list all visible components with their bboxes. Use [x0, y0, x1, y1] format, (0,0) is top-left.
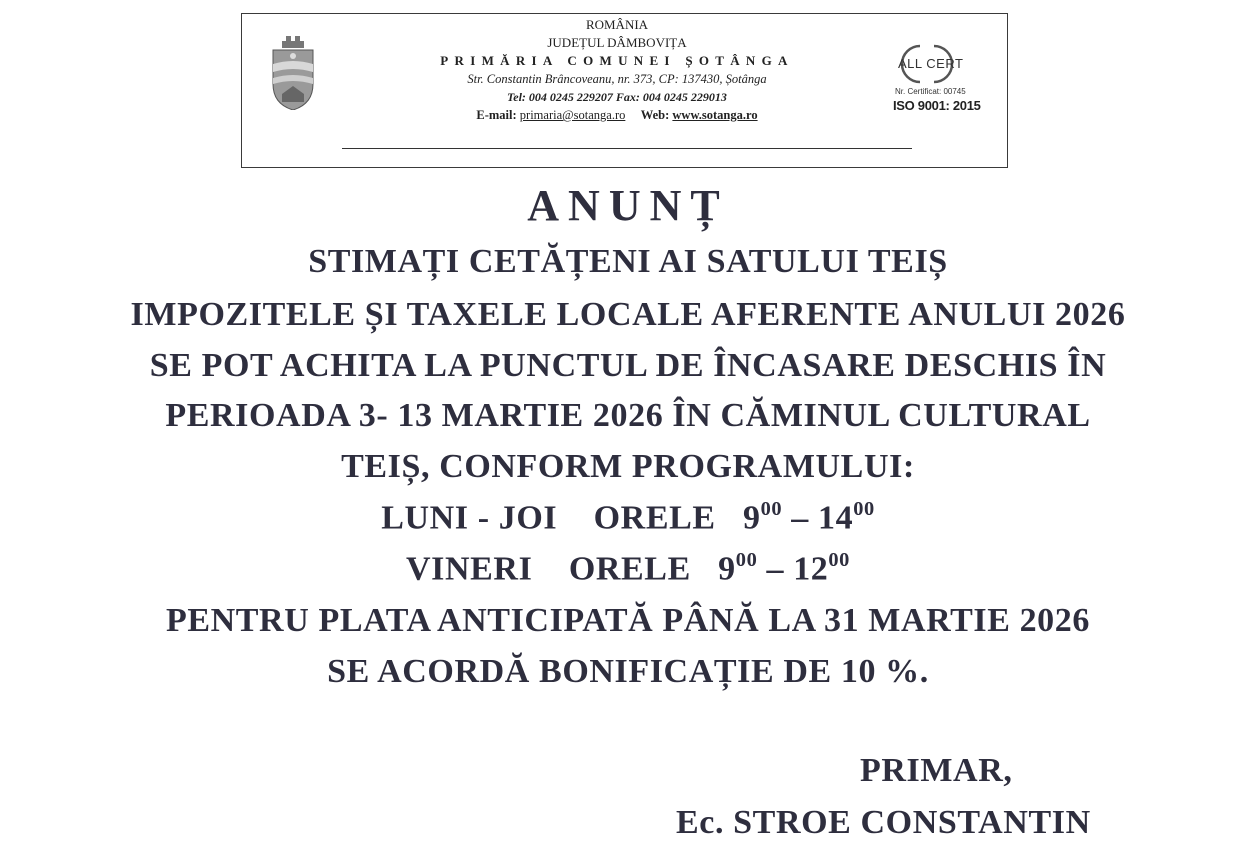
cert-logo-text: ALL CERT	[898, 56, 964, 71]
institution-name: PRIMĂRIA COMUNEI ȘOTÂNGA	[440, 53, 794, 68]
schedule-friday-start-min: 00	[735, 549, 758, 571]
letterhead	[241, 13, 1008, 168]
letterhead-text	[337, 16, 897, 124]
certification-block	[890, 32, 980, 122]
signature-title: PRIMAR,	[860, 752, 1013, 789]
schedule-weekdays-days: LUNI - JOI	[381, 499, 558, 537]
schedule-weekdays-end-min: 00	[853, 498, 875, 520]
web-label: Web:	[640, 108, 670, 122]
schedule-weekdays-label: ORELE	[593, 499, 716, 537]
schedule-friday-label: ORELE	[568, 550, 691, 588]
schedule-weekdays-end: 14	[818, 499, 854, 537]
signature-name: Ec. STROE CONSTANTIN	[676, 804, 1091, 841]
schedule-weekdays-start-min: 00	[760, 498, 783, 520]
cert-iso: ISO 9001: 2015	[893, 98, 981, 113]
county-name: JUDEȚUL DÂMBOVIȚA	[547, 35, 687, 50]
web-link[interactable]: www.sotanga.ro	[672, 108, 758, 122]
schedule-friday-end: 12	[793, 550, 829, 588]
schedule-friday-days: VINERI	[406, 550, 533, 588]
letterhead-divider	[342, 148, 912, 149]
notice-line-9: SE ACORDĂ BONIFICAȚIE DE 10 %.	[327, 653, 929, 690]
schedule-friday: VINERI ORELE $9^{00} - 12^{00}$	[406, 549, 850, 588]
schedule-weekdays-start: 9	[742, 499, 761, 537]
email-link[interactable]: primaria@sotanga.ro	[519, 108, 626, 122]
cert-number: Nr. Certificat: 00745	[895, 87, 966, 96]
address: Str. Constantin Brâncoveanu, nr. 373, CP: 137430, Șotânga	[467, 72, 767, 86]
notice-line-3: SE POT ACHITA LA PUNCTUL DE ÎNCASARE DESCHIS ÎN	[149, 347, 1107, 384]
notice-line-5: TEIȘ, CONFORM PROGRAMULUI:	[341, 448, 915, 485]
notice-title: ANUNȚ	[527, 181, 729, 230]
contact-line	[337, 106, 897, 124]
schedule-weekdays: LUNI - JOI ORELE $9^{00} - 14^{00}$	[381, 498, 875, 537]
notice-line-4: PERIOADA 3- 13 MARTIE 2026 ÎN CĂMINUL CULTURAL	[165, 397, 1091, 434]
coat-of-arms-icon	[270, 36, 316, 110]
phone-fax: Tel: 004 0245 229207 Fax: 004 0245 229013	[507, 90, 727, 104]
email-label: E-mail:	[476, 108, 517, 122]
notice-line-2: IMPOZITELE ȘI TAXELE LOCALE AFERENTE ANULUI 2026	[130, 296, 1126, 333]
schedule-friday-end-min: 00	[828, 549, 850, 571]
notice-line-1: STIMAȚI CETĂȚENI AI SATULUI TEIȘ	[308, 243, 948, 280]
notice-line-8: PENTRU PLATA ANTICIPATĂ PÂNĂ LA 31 MARTIE 2026	[165, 602, 1090, 639]
country-name: ROMÂNIA	[585, 17, 649, 32]
schedule-friday-start: 9	[718, 550, 736, 588]
